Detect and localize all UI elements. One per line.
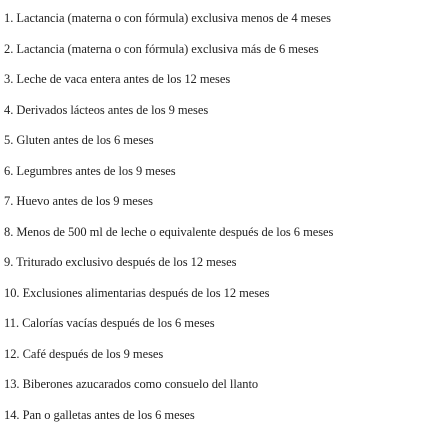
list-item: 13. Biberones azucarados como consuelo del llanto (4, 377, 259, 391)
item-number: 11 (4, 316, 16, 330)
item-number: 4 (4, 102, 11, 117)
list-item: 8. Menos de 500 ml de leche o equivalente después de los 6 meses (4, 224, 334, 239)
item-text: Pan o galletas antes de los 6 meses (22, 407, 195, 422)
item-number: 12 (4, 346, 17, 361)
item-number: 6 (4, 163, 11, 178)
item-number: 10 (4, 285, 17, 300)
item-text: Gluten antes de los 6 meses (16, 133, 154, 147)
item-text: Exclusiones alimentarias después de los 12 meses (22, 285, 270, 300)
item-text: Lactancia (materna o con fórmula) exclusiva más de 6 meses (16, 41, 319, 56)
list-item: 12. Café después de los 9 meses (4, 346, 164, 361)
item-number: 1 (4, 11, 11, 25)
numbered-list (4, 8, 333, 435)
item-number: 9 (4, 255, 11, 269)
item-number: 13 (4, 377, 17, 391)
list-item: 9. Triturado exclusivo después de los 12 meses (4, 255, 237, 269)
item-text: Calorías vacías después de los 6 meses (22, 316, 215, 330)
list-item: 1. Lactancia (materna o con fórmula) exclusiva menos de 4 meses (4, 11, 331, 25)
list-item: 5. Gluten antes de los 6 meses (4, 133, 154, 147)
list-item: 6. Legumbres antes de los 9 meses (4, 163, 176, 178)
item-text: Menos de 500 ml de leche o equivalente después de los 6 meses (16, 224, 334, 239)
item-number: 5 (4, 133, 11, 147)
item-text: Café después de los 9 meses (22, 346, 164, 361)
list-item: 4. Derivados lácteos antes de los 9 meses (4, 102, 209, 117)
list-item: 14. Pan o galletas antes de los 6 meses (4, 407, 195, 422)
list-item: 10. Exclusiones alimentarias después de los 12 meses (4, 285, 270, 300)
item-text: Triturado exclusivo después de los 12 meses (16, 255, 237, 269)
item-text: Lactancia (materna o con fórmula) exclusiva menos de 4 meses (16, 11, 331, 25)
item-text: Legumbres antes de los 9 meses (16, 163, 176, 178)
item-text: Derivados lácteos antes de los 9 meses (16, 102, 209, 117)
list-item: 2. Lactancia (materna o con fórmula) exclusiva más de 6 meses (4, 41, 319, 56)
item-text: Biberones azucarados como consuelo del llanto (22, 377, 259, 391)
item-number: 3 (4, 72, 11, 86)
list-item: 11. Calorías vacías después de los 6 meses (4, 316, 215, 330)
list-item: 3. Leche de vaca entera antes de los 12 meses (4, 72, 231, 86)
item-number: 7 (4, 194, 11, 208)
item-number: 8 (4, 224, 11, 239)
item-number: 14 (4, 407, 17, 422)
list-item: 7. Huevo antes de los 9 meses (4, 194, 153, 208)
item-text: Huevo antes de los 9 meses (16, 194, 153, 208)
item-text: Leche de vaca entera antes de los 12 meses (16, 72, 231, 86)
item-number: 2 (4, 41, 11, 56)
